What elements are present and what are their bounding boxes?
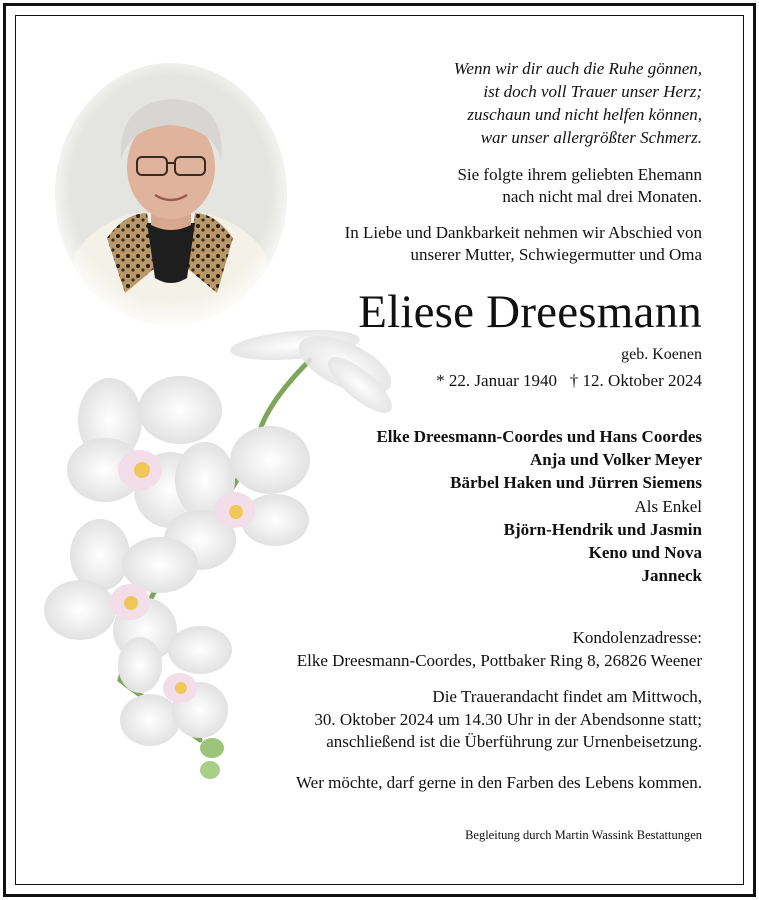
- farewell-line: unserer Mutter, Schwiegermutter und Oma: [410, 245, 702, 264]
- orchid-bud: [200, 738, 224, 758]
- poem-line: Wenn wir dir auch die Ruhe gönnen,: [453, 59, 702, 78]
- grandchildren-label: Als Enkel: [634, 496, 702, 516]
- poem-line: zuschaun und nicht helfen können,: [467, 105, 702, 124]
- portrait-photo: [55, 63, 287, 325]
- condolence-address-text: Elke Dreesmann-Coordes, Pottbaker Ring 8, 26826 Weener: [296, 651, 702, 670]
- poem-line: ist doch voll Trauer unser Herz;: [483, 82, 702, 101]
- service-line: Die Trauerandacht findet am Mittwoch,: [432, 687, 702, 706]
- undertaker-credit: Begleitung durch Martin Wassink Bestattungen: [465, 828, 702, 842]
- condolence-address: [297, 626, 702, 672]
- family-list: [376, 425, 702, 587]
- farewell-line: In Liebe und Dankbarkeit nehmen wir Abschied von: [344, 223, 702, 242]
- portrait-image: [55, 63, 287, 325]
- poem-line: war unser allergrößter Schmerz.: [480, 128, 702, 147]
- intro-line: nach nicht mal drei Monaten.: [502, 187, 702, 206]
- life-dates: [436, 370, 702, 392]
- grandchild: Keno und Nova: [588, 543, 702, 563]
- grandchild: Björn-Hendrik und Jasmin: [503, 519, 702, 539]
- colors-note: Wer möchte, darf gerne in den Farben des Lebens kommen.: [295, 773, 702, 792]
- service-info: [314, 686, 702, 754]
- birth-name: geb. Koenen: [621, 346, 702, 363]
- life-dates-text: * 22. Januar 1940 † 12. Oktober 2024: [436, 371, 702, 390]
- service-line: 30. Oktober 2024 um 14.30 Uhr in der Abendsonne statt;: [314, 709, 702, 729]
- poem: [454, 57, 702, 149]
- condolence-label: Kondolenzadresse:: [572, 628, 702, 647]
- grandchild: Janneck: [641, 566, 702, 586]
- service-line: anschließend ist die Überführung zur Urnenbeisetzung.: [326, 732, 702, 751]
- farewell-text: [345, 222, 702, 266]
- deceased-name: Eliese Dreesmann: [358, 286, 702, 338]
- family-member: Bärbel Haken und Jürren Siemens: [450, 473, 702, 493]
- intro-line: Sie folgte ihrem geliebten Ehemann: [457, 165, 702, 184]
- orchid-flower-4: [118, 626, 232, 746]
- family-member: Anja und Volker Meyer: [529, 450, 702, 470]
- intro-text: [457, 164, 702, 208]
- family-member: Elke Dreesmann-Coordes und Hans Coordes: [376, 427, 702, 446]
- orchid-bud: [200, 761, 220, 779]
